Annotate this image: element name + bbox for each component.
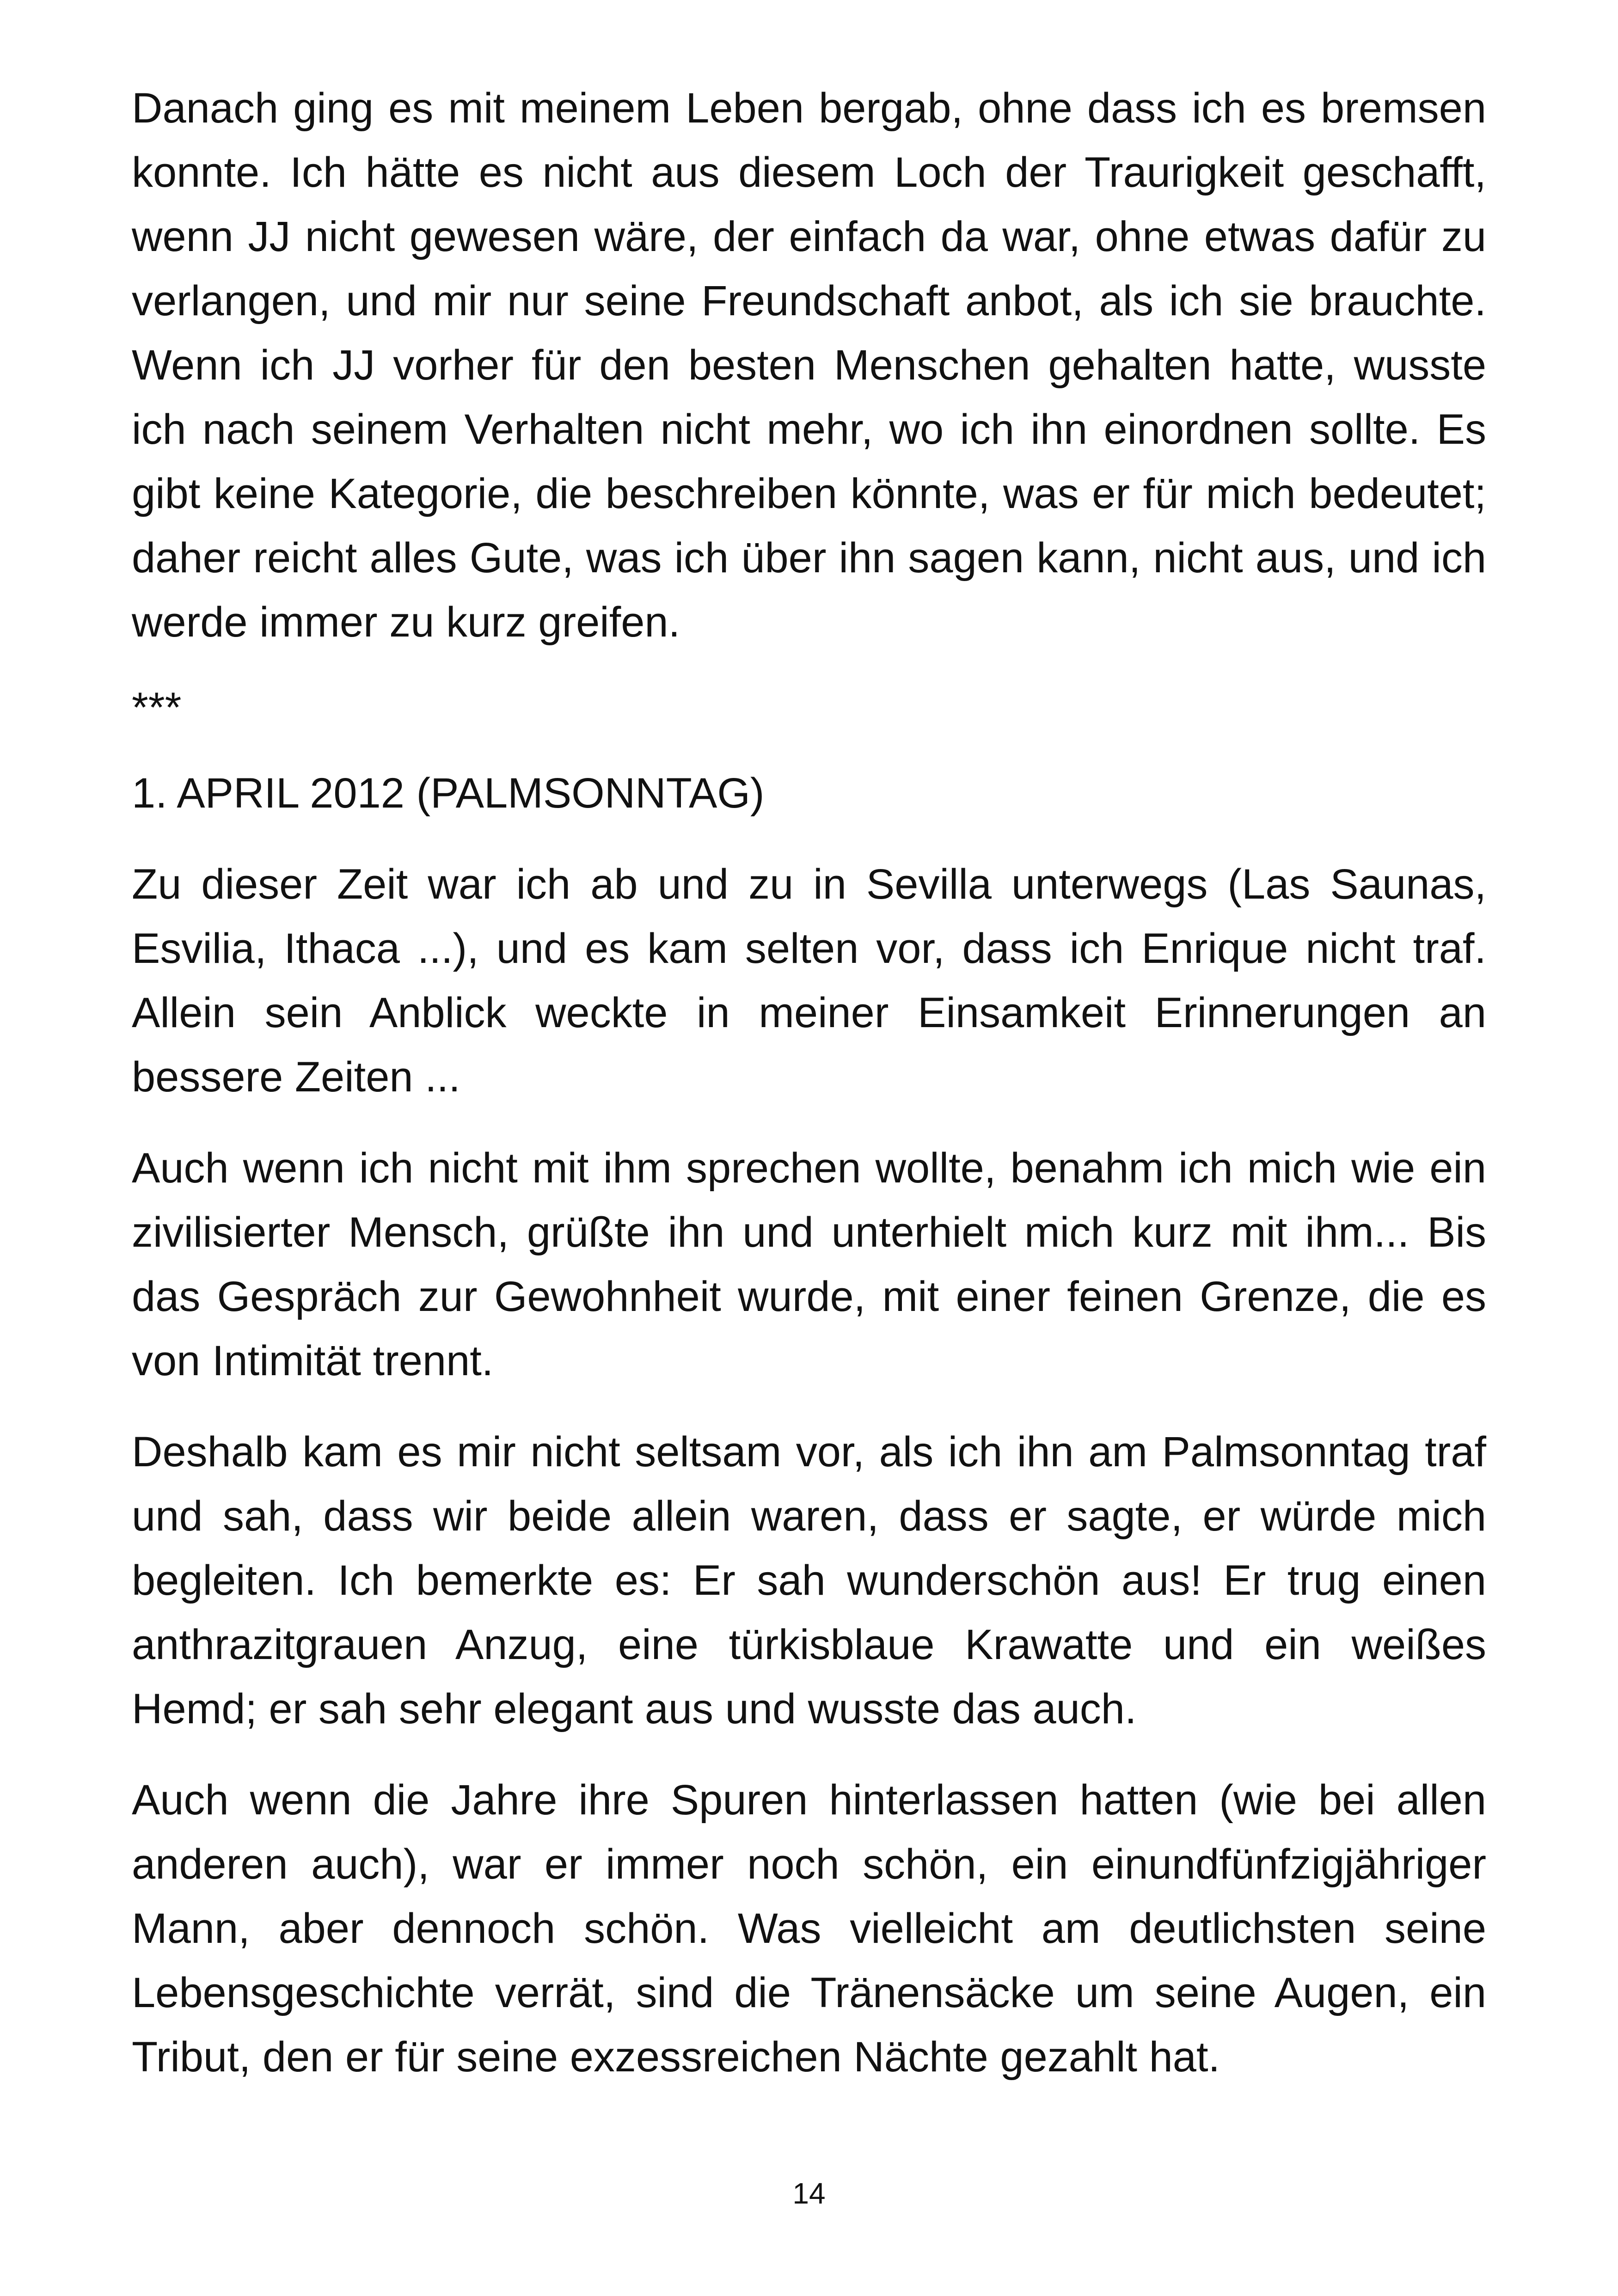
text-column [132, 76, 1486, 2089]
paragraph-opening: Danach ging es mit meinem Leben bergab, ohne dass ich es bremsen konnte. Ich hätte es nicht aus diesem Loch der Traurigkeit geschafft, wenn JJ nicht gewesen wäre, der einfach da war, ohne etwas dafür zu verlangen, und mir nur seine Freundschaft anbot, als ich sie brauchte. Wenn ich JJ vorher für den besten Menschen gehalten hatte, wusste ich nach seinem Verhalten nicht mehr, wo ich ihn einordnen sollte. Es gibt keine Kategorie, die beschreiben könnte, was er für mich bedeutet; daher reicht alles Gute, was ich über ihn sagen kann, nicht aus, und ich werde immer zu kurz greifen. [132, 85, 1486, 646]
paragraph: Auch wenn die Jahre ihre Spuren hinterlassen hatten (wie bei allen anderen auch), war er immer noch schön, ein einundfünfzigjähriger Mann, aber dennoch schön. Was vielleicht am deutlichsten seine Lebensgeschichte verrät, sind die Tränensäcke um seine Augen, ein Tribut, den er für seine exzessreichen Nächte gezahlt hat. [132, 1776, 1486, 2081]
section-separator: *** [132, 684, 182, 731]
page-number: 14 [792, 2177, 826, 2210]
paragraph: Auch wenn ich nicht mit ihm sprechen wollte, benahm ich mich wie ein zivilisierter Mensch, grüßte ihn und unterhielt mich kurz mit ihm... Bis das Gespräch zur Gewohnheit wurde, mit einer feinen Grenze, die es von Intimität trennt. [132, 1145, 1486, 1384]
section-heading: 1. APRIL 2012 (PALMSONNTAG) [132, 770, 765, 817]
paragraph: Zu dieser Zeit war ich ab und zu in Sevilla unterwegs (Las Saunas, Esvilia, Ithaca ...), und es kam selten vor, dass ich Enrique nicht traf. Allein sein Anblick weckte in meiner Einsamkeit Erinnerungen an bessere Zeiten ... [132, 861, 1486, 1101]
paragraph: Deshalb kam es mir nicht seltsam vor, als ich ihn am Palmsonntag traf und sah, dass wir beide allein waren, dass er sagte, er würde mich begleiten. Ich bemerkte es: Er sah wunderschön aus! Er trug einen anthrazitgrauen Anzug, eine türkisblaue Krawatte und ein weißes Hemd; er sah sehr elegant aus und wusste das auch. [132, 1428, 1486, 1733]
